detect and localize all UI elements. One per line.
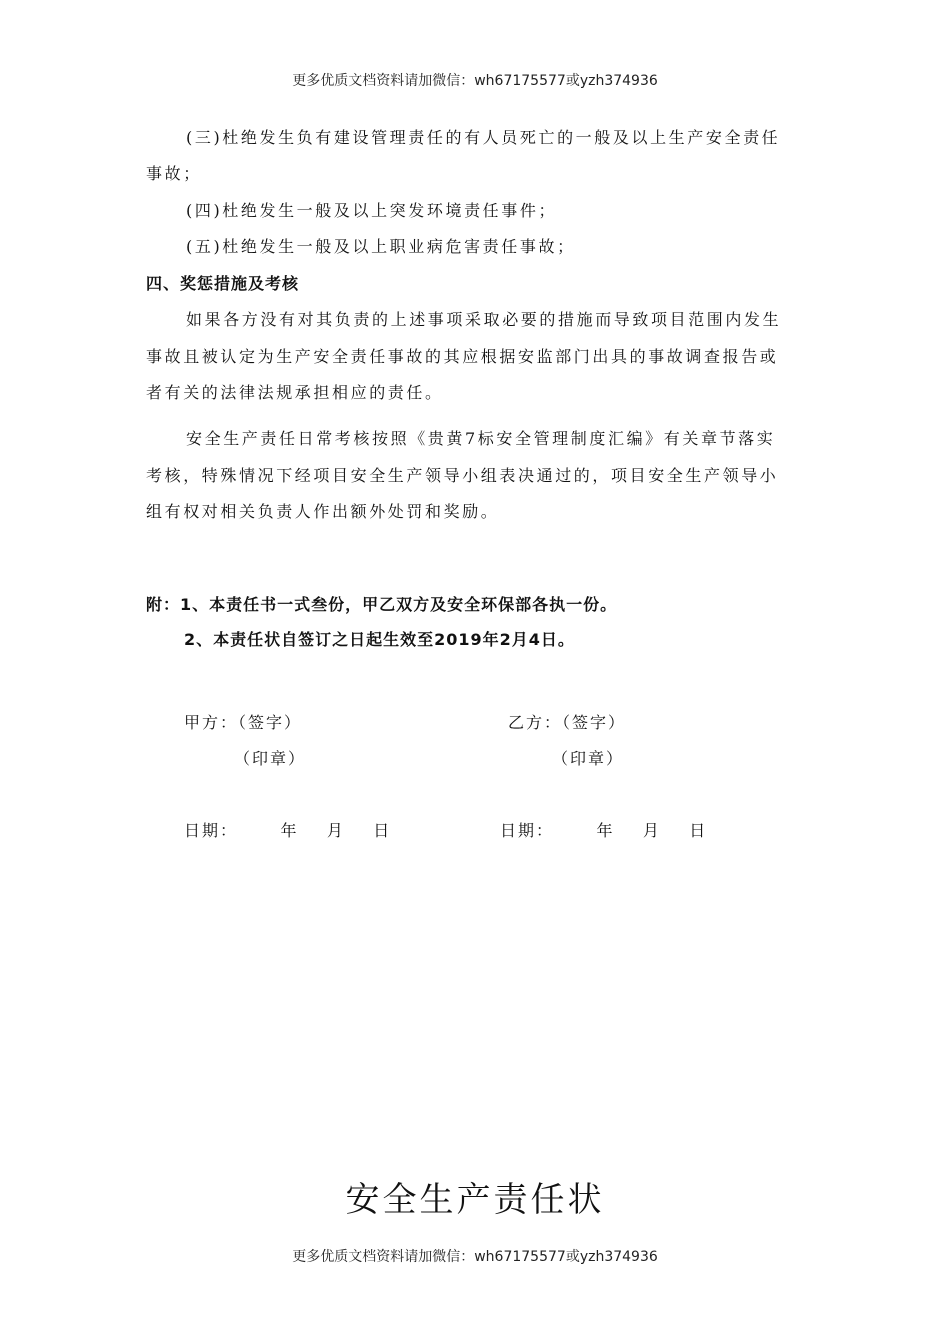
document-title: 安全生产责任状 <box>345 1180 605 1220</box>
footer-note: 更多优质文档资料请加微信：wh67175577或yzh374936 <box>292 1249 658 1265</box>
appendix-line-1: 附：1、本责任书一式叁份，甲乙双方及安全环保部各执一份。 <box>146 595 618 614</box>
section-4-para-1-line-2: 事故且被认定为生产安全责任事故的其应根据安监部门出具的事故调查报告或 <box>146 347 779 366</box>
party-b-seal: （印章） <box>552 749 625 768</box>
appendix-line-2: 2、本责任状自签订之日起生效至2019年2月4日。 <box>184 630 575 649</box>
section-4-para-1-line-3: 者有关的法律法规承担相应的责任。 <box>146 383 444 402</box>
party-b-signature: 乙方：（签字） <box>508 713 627 732</box>
item-3-line-1: (三)杜绝发生负有建设管理责任的有人员死亡的一般及以上生产安全责任 <box>186 128 781 147</box>
header-note: 更多优质文档资料请加微信：wh67175577或yzh374936 <box>292 73 658 89</box>
party-a-seal: （印章） <box>234 749 307 768</box>
section-4-para-2-line-3: 组有权对相关负责人作出额外处罚和奖励。 <box>146 502 500 521</box>
section-4-para-1-line-1: 如果各方没有对其负责的上述事项采取必要的措施而导致项目范围内发生 <box>186 310 782 329</box>
item-5: (五)杜绝发生一般及以上职业病危害责任事故； <box>186 237 576 256</box>
section-4-para-2-line-2: 考核，特殊情况下经项目安全生产领导小组表决通过的，项目安全生产领导小 <box>146 466 779 485</box>
section-4-para-2-line-1: 安全生产责任日常考核按照《贵黄7标安全管理制度汇编》有关章节落实 <box>186 429 776 448</box>
party-a-date: 日期： 年 月 日 <box>184 821 392 840</box>
section-4-heading: 四、奖惩措施及考核 <box>146 274 300 293</box>
item-4: (四)杜绝发生一般及以上突发环境责任事件； <box>186 201 558 220</box>
item-3-line-2: 事故； <box>146 164 202 183</box>
party-b-date: 日期： 年 月 日 <box>500 821 708 840</box>
party-a-signature: 甲方：（签字） <box>184 713 303 732</box>
